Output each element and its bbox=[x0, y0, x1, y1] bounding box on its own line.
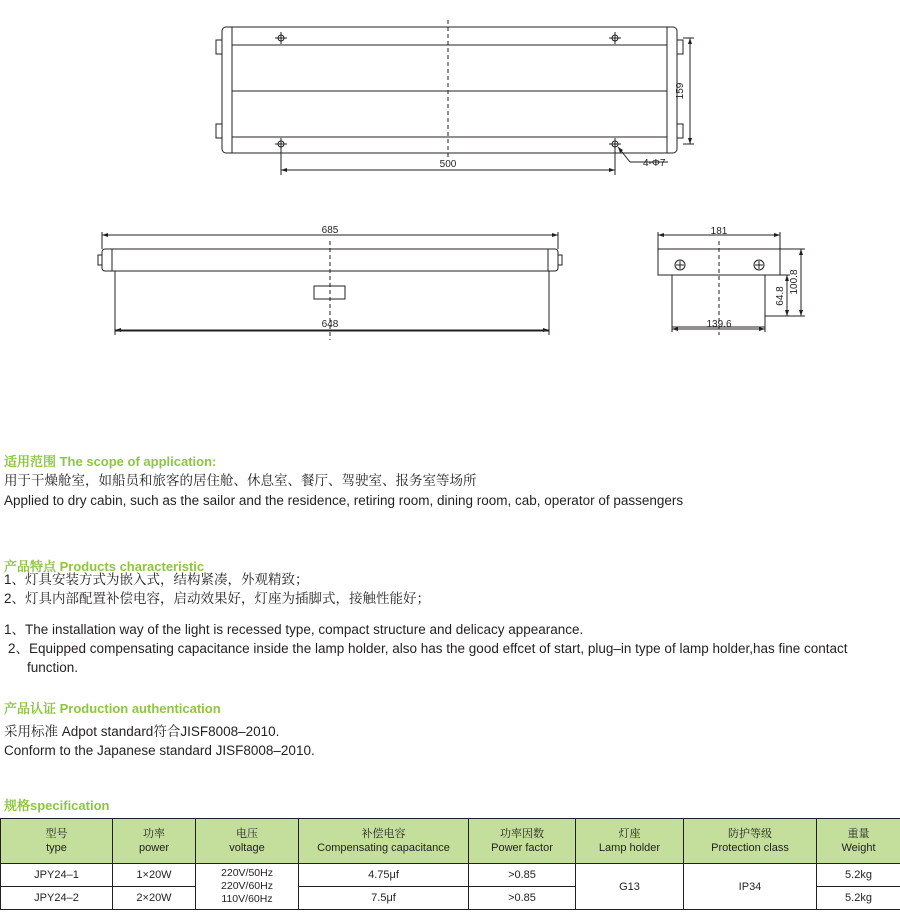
col-header-weight: 重量 Weight bbox=[817, 819, 900, 864]
dim-100-8: 100.8 bbox=[789, 269, 800, 295]
dim-159: 159 bbox=[675, 82, 686, 100]
cell-protection-class: IP34 bbox=[684, 864, 817, 910]
technical-drawings bbox=[0, 0, 900, 345]
col-header-capacitance: 补偿电容 Compensating capacitance bbox=[299, 819, 469, 864]
scope-heading: 适用范围 The scope of application: bbox=[4, 454, 217, 469]
authentication-heading: 产品认证 Production authentication bbox=[4, 701, 221, 716]
scope-text-zh: 用于干燥舱室，如船员和旅客的居住舱、休息室、餐厅、驾驶室、报务室等场所 bbox=[4, 473, 477, 488]
col-header-power: 功率 power bbox=[113, 819, 196, 864]
dim-181: 181 bbox=[710, 226, 728, 237]
dim-648: 648 bbox=[321, 319, 339, 330]
table-row bbox=[1, 864, 900, 887]
cell-lamp-holder: G13 bbox=[576, 864, 684, 910]
specification-heading: 规格specification bbox=[4, 798, 110, 813]
cell-capacitance: 4.75μf bbox=[299, 864, 469, 887]
col-header-lamp-holder: 灯座 Lamp holder bbox=[576, 819, 684, 864]
characteristic-zh-2: 2、灯具内部配置补偿电容，启动效果好，灯座为插脚式，接触性能好； bbox=[4, 591, 431, 606]
top-view-drawing bbox=[216, 20, 694, 175]
cell-power-factor: >0.85 bbox=[469, 864, 576, 887]
scope-text-en: Applied to dry cabin, such as the sailor and the residence, retiring room, dining room, cab, operator of passengers bbox=[4, 493, 684, 508]
col-header-voltage: 电压 voltage bbox=[196, 819, 299, 864]
characteristic-zh-1: 1、灯具安装方式为嵌入式，结构紧凑，外观精致； bbox=[4, 572, 309, 587]
authentication-line-2: Conform to the Japanese standard JISF8008–2010. bbox=[4, 743, 315, 758]
hole-callout: 4-Φ7 bbox=[643, 158, 666, 169]
dim-685: 685 bbox=[321, 225, 339, 236]
characteristic-en-1: 1、The installation way of the light is recessed type, compact structure and delicacy appearance. bbox=[4, 622, 584, 637]
cell-weight: 5.2kg bbox=[817, 887, 900, 910]
cell-power: 1×20W bbox=[113, 864, 196, 887]
dim-64-8: 64.8 bbox=[775, 286, 786, 306]
dim-139-6: 139.6 bbox=[706, 319, 732, 330]
cell-type: JPY24–1 bbox=[1, 864, 113, 887]
specification-table bbox=[0, 818, 900, 910]
characteristic-heading: 产品特点 Products characteristic bbox=[4, 559, 205, 574]
col-header-type: 型号 type bbox=[1, 819, 113, 864]
table-header-row bbox=[1, 819, 900, 864]
dim-500: 500 bbox=[439, 159, 457, 170]
cell-voltage: 220V/50Hz 220V/60Hz 110V/60Hz bbox=[196, 864, 299, 910]
characteristic-en-2: 2、Equipped compensating capacitance inside the lamp holder, also has the good effcet of start, plug–in type of lamp holder,has fine contact function. bbox=[8, 641, 848, 675]
col-header-protection-class: 防护等级 Protection class bbox=[684, 819, 817, 864]
cell-capacitance: 7.5μf bbox=[299, 887, 469, 910]
col-header-power-factor: 功率因数 Power factor bbox=[469, 819, 576, 864]
cell-power: 2×20W bbox=[113, 887, 196, 910]
cell-type: JPY24–2 bbox=[1, 887, 113, 910]
cell-weight: 5.2kg bbox=[817, 864, 900, 887]
authentication-line-1: 采用标准 Adpot standard符合JISF8008–2010. bbox=[4, 724, 280, 739]
cell-power-factor: >0.85 bbox=[469, 887, 576, 910]
